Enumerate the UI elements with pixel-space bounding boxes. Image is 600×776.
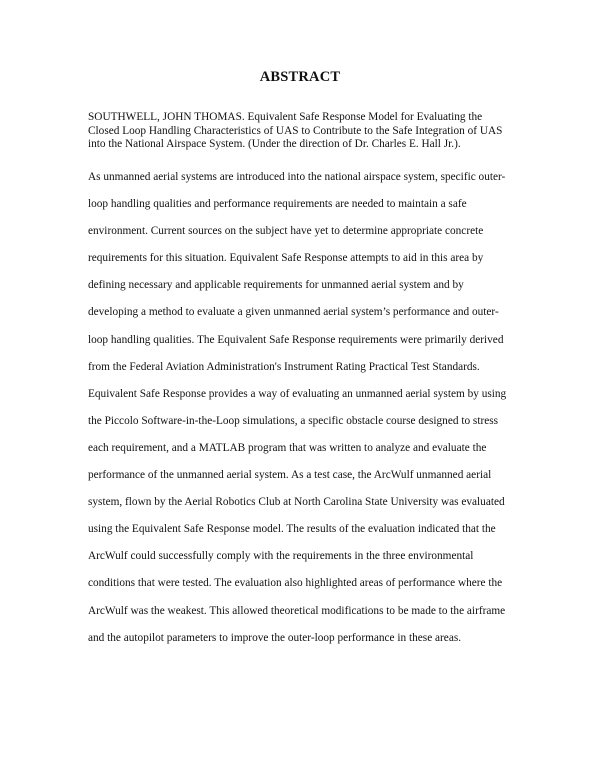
body-line: and the autopilot parameters to improve the outer-loop performance in these areas.	[88, 631, 462, 644]
body-line: developing a method to evaluate a given unmanned aerial system’s performance and outer-	[88, 306, 499, 319]
body-line: from the Federal Aviation Administration's Instrument Rating Practical Test Standards.	[88, 360, 480, 373]
body-line: loop handling qualities. The Equivalent Safe Response requirements were primarily derived	[88, 333, 504, 346]
citation-line: into the National Airspace System. (Under the direction of Dr. Charles E. Hall Jr.).	[88, 138, 461, 150]
body-line: loop handling qualities and performance requirements are needed to maintain a safe	[88, 198, 467, 211]
body-line: ArcWulf was the weakest. This allowed theoretical modifications to be made to the airframe	[88, 604, 506, 617]
page-title: ABSTRACT	[259, 69, 341, 85]
body-line: ArcWulf could successfully comply with the requirements in the three environmental	[88, 550, 474, 563]
body-line: performance of the unmanned aerial system. As a test case, the ArcWulf unmanned aerial	[88, 469, 492, 482]
body-line: Equivalent Safe Response provides a way of evaluating an unmanned aerial system by using	[88, 387, 507, 400]
body-line: requirements for this situation. Equivalent Safe Response attempts to aid in this area by	[88, 252, 484, 265]
body-line: using the Equivalent Safe Response model. The results of the evaluation indicated that the	[88, 523, 496, 536]
body-line: each requirement, and a MATLAB program that was written to analyze and evaluate the	[88, 441, 487, 454]
citation-line: SOUTHWELL, JOHN THOMAS. Equivalent Safe Response Model for Evaluating the	[88, 111, 483, 123]
abstract-body	[88, 164, 533, 652]
citation-line: Closed Loop Handling Characteristics of UAS to Contribute to the Safe Integration of UAS	[88, 124, 503, 137]
body-line: the Piccolo Software-in-the-Loop simulations, a specific obstacle course designed to stress	[88, 414, 499, 427]
body-line: defining necessary and applicable requirements for unmanned aerial system and by	[88, 279, 464, 292]
body-line: environment. Current sources on the subject have yet to determine appropriate concrete	[88, 225, 484, 238]
body-line: conditions that were tested. The evaluation also highlighted areas of performance where the	[88, 577, 503, 590]
citation-block	[88, 111, 533, 152]
body-line: As unmanned aerial systems are introduced into the national airspace system, specific outer-	[88, 171, 506, 183]
body-line: system, flown by the Aerial Robotics Club at North Carolina State University was evaluated	[88, 496, 505, 509]
